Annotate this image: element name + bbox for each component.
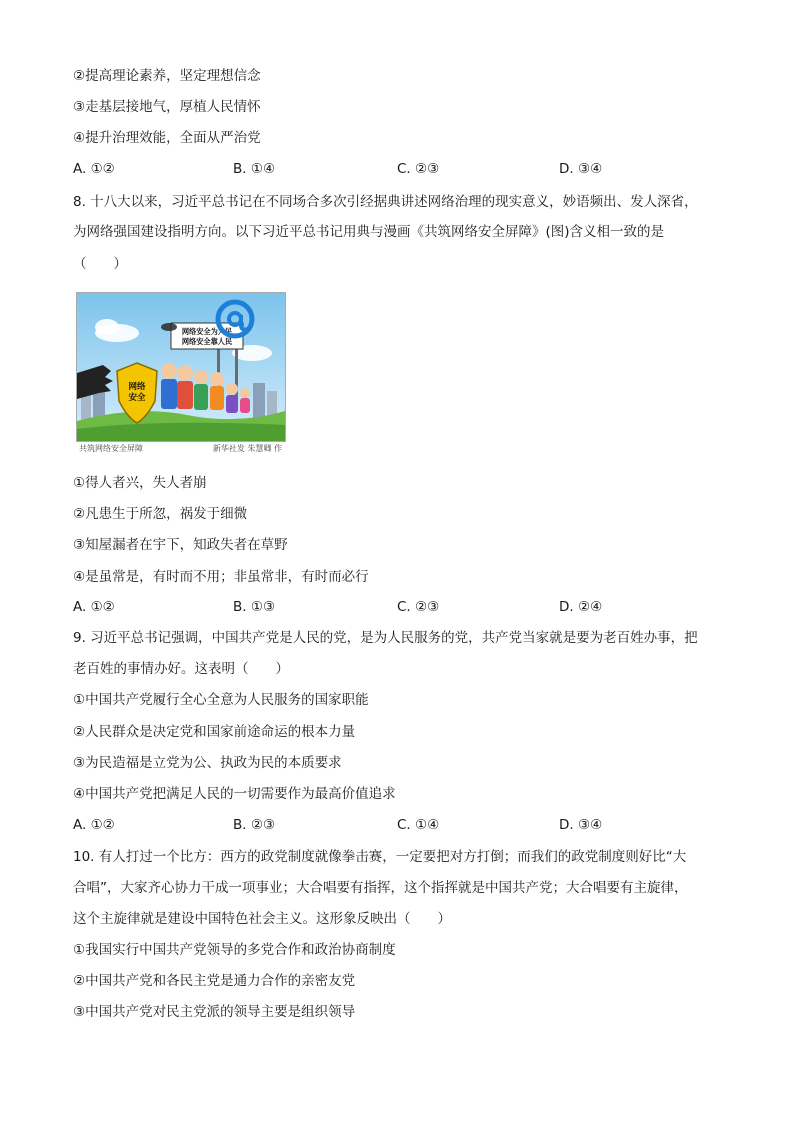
q9-item-4: ④中国共产党把满足人民的一切需要作为最高价值追求 <box>73 786 396 802</box>
cartoon-figure <box>76 292 286 456</box>
q8-option-a[interactable]: A. ①② <box>73 599 115 615</box>
q8-options <box>73 597 733 617</box>
q8-stem-line-3: （ ） <box>73 256 127 272</box>
q9-item-2: ②人民群众是决定党和国家前途命运的根本力量 <box>73 724 356 740</box>
q7-option-a[interactable]: A. ①② <box>73 161 115 177</box>
cartoon-image <box>76 292 286 442</box>
q9-options <box>73 815 733 835</box>
q9-item-1: ①中国共产党履行全心全意为人民服务的国家职能 <box>73 692 369 708</box>
q10-item-1: ①我国实行中国共产党领导的多党合作和政治协商制度 <box>73 942 396 958</box>
q9-option-b[interactable]: B. ②③ <box>233 817 276 833</box>
q9-option-a[interactable]: A. ①② <box>73 817 115 833</box>
q10-item-3: ③中国共产党对民主党派的领导主要是组织领导 <box>73 1004 356 1020</box>
q10-stem-line-2: 合唱”，大家齐心协力干成一项事业；大合唱要有指挥，这个指挥就是中国共产党；大合唱要有主旋律， <box>73 880 688 896</box>
sign-text-2: 网络安全靠人民 <box>181 337 233 346</box>
q7-option-c[interactable]: C. ②③ <box>397 161 440 177</box>
q10-stem-line-3: 这个主旋律就是建设中国特色社会主义。这形象反映出（ ） <box>73 911 451 927</box>
q7-options <box>73 159 733 179</box>
q9-item-3: ③为民造福是立党为公、执政为民的本质要求 <box>73 755 342 771</box>
figure-credit: 新华社发 朱慧卿 作 <box>212 444 282 453</box>
svg-text:网络: 网络 <box>128 382 146 392</box>
q9-option-d[interactable]: D. ③④ <box>559 817 603 833</box>
q8-item-4: ④是虽常是，有时而不用；非虽常非，有时而必行 <box>73 569 369 585</box>
svg-text:安全: 安全 <box>128 393 146 403</box>
q9-stem-line-1: 9. 习近平总书记强调，中国共产党是人民的党，是为人民服务的党，共产党当家就是要为老百姓办事，把 <box>73 630 698 646</box>
q10-stem-line-1: 10. 有人打过一个比方：西方的政党制度就像拳击赛，一定要把对方打倒；而我们的政党制度则好比“大 <box>73 849 687 865</box>
q8-item-1: ①得人者兴，失人者崩 <box>73 475 207 491</box>
figure-caption: 共筑网络安全屏障 <box>79 444 143 453</box>
q9-option-c[interactable]: C. ①④ <box>397 817 440 833</box>
q8-item-2: ②凡患生于所忽，祸发于细微 <box>73 506 248 522</box>
q8-stem-line-1: 8. 十八大以来，习近平总书记在不同场合多次引经据典讲述网络治理的现实意义，妙语频出、发人深省， <box>73 194 698 210</box>
q9-stem-line-2: 老百姓的事情办好。这表明（ ） <box>73 661 289 677</box>
q7-item-3: ③走基层接地气，厚植人民情怀 <box>73 99 261 115</box>
q7-option-d[interactable]: D. ③④ <box>559 161 603 177</box>
q8-stem-line-2: 为网络强国建设指明方向。以下习近平总书记用典与漫画《共筑网络安全屏障》(图)含义相一致的是 <box>73 224 665 240</box>
q7-option-b[interactable]: B. ①④ <box>233 161 276 177</box>
q7-item-4: ④提升治理效能，全面从严治党 <box>73 130 261 146</box>
q10-item-2: ②中国共产党和各民主党是通力合作的亲密友党 <box>73 973 356 989</box>
sign-text-1: 网络安全为人民 <box>181 327 233 336</box>
q8-item-3: ③知屋漏者在宇下，知政失者在草野 <box>73 537 288 553</box>
q7-item-2: ②提高理论素养，坚定理想信念 <box>73 68 261 84</box>
q8-option-c[interactable]: C. ②③ <box>397 599 440 615</box>
q8-option-b[interactable]: B. ①③ <box>233 599 276 615</box>
q8-option-d[interactable]: D. ②④ <box>559 599 603 615</box>
